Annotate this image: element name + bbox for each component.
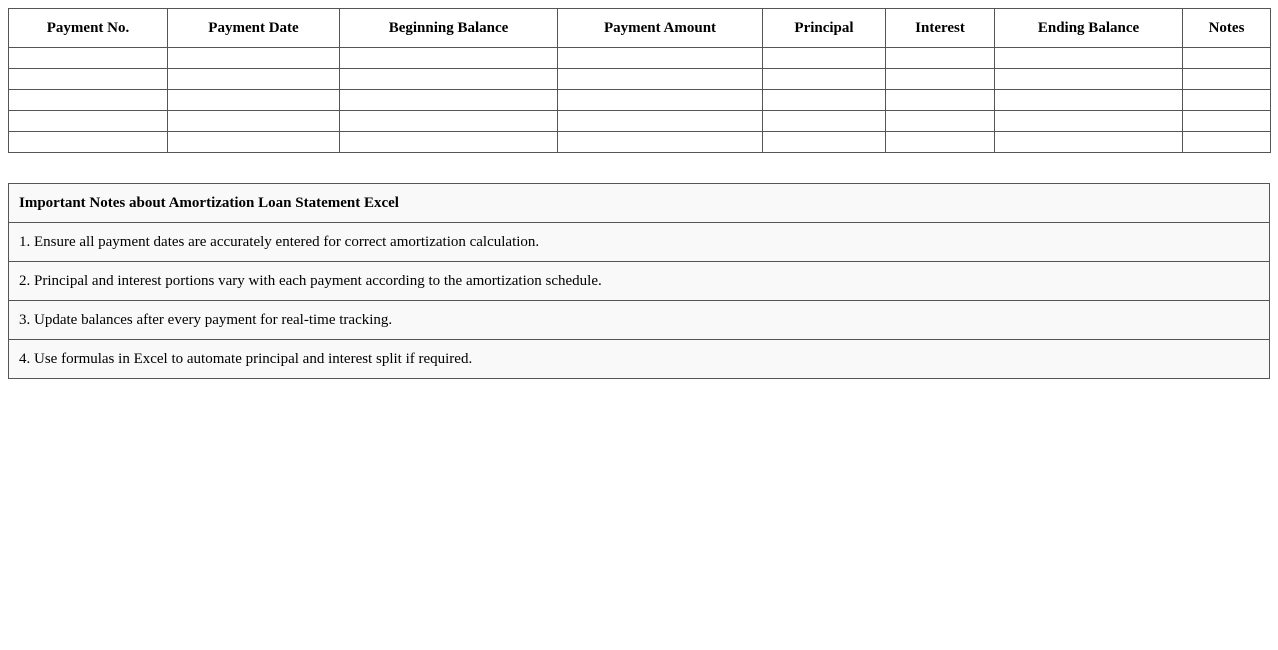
table-cell[interactable]: [763, 69, 886, 90]
important-notes-table: [8, 183, 1270, 379]
table-cell[interactable]: [168, 69, 340, 90]
table-cell[interactable]: [9, 69, 168, 90]
notes-row: [9, 340, 1270, 379]
table-cell[interactable]: [9, 132, 168, 153]
header-ending-balance: Ending Balance: [995, 9, 1183, 48]
header-beginning-balance: Beginning Balance: [340, 9, 558, 48]
table-cell[interactable]: [340, 111, 558, 132]
table-cell[interactable]: [995, 90, 1183, 111]
table-cell[interactable]: [763, 111, 886, 132]
notes-row: [9, 301, 1270, 340]
table-cell[interactable]: [9, 111, 168, 132]
table-cell[interactable]: [340, 132, 558, 153]
table-cell[interactable]: [168, 132, 340, 153]
note-item: 4. Use formulas in Excel to automate principal and interest split if required.: [9, 340, 1270, 379]
note-item: 3. Update balances after every payment for real-time tracking.: [9, 301, 1270, 340]
table-cell[interactable]: [558, 111, 763, 132]
table-cell[interactable]: [886, 48, 995, 69]
table-cell[interactable]: [9, 48, 168, 69]
table-cell[interactable]: [1183, 111, 1271, 132]
table-cell[interactable]: [340, 90, 558, 111]
table-cell[interactable]: [995, 111, 1183, 132]
table-cell[interactable]: [886, 69, 995, 90]
header-notes: Notes: [1183, 9, 1271, 48]
table-cell[interactable]: [995, 48, 1183, 69]
table-cell[interactable]: [763, 48, 886, 69]
header-principal: Principal: [763, 9, 886, 48]
table-cell[interactable]: [168, 111, 340, 132]
notes-row: [9, 262, 1270, 301]
table-cell[interactable]: [340, 48, 558, 69]
header-interest: Interest: [886, 9, 995, 48]
table-cell[interactable]: [995, 69, 1183, 90]
table-cell[interactable]: [168, 90, 340, 111]
table-cell[interactable]: [1183, 48, 1271, 69]
table-cell[interactable]: [1183, 69, 1271, 90]
table-cell[interactable]: [763, 90, 886, 111]
table-cell[interactable]: [9, 90, 168, 111]
notes-title: Important Notes about Amortization Loan Statement Excel: [9, 184, 1270, 223]
table-cell[interactable]: [886, 111, 995, 132]
header-payment-amount: Payment Amount: [558, 9, 763, 48]
table-cell[interactable]: [995, 132, 1183, 153]
table-cell[interactable]: [340, 69, 558, 90]
table-cell[interactable]: [886, 90, 995, 111]
note-item: 1. Ensure all payment dates are accurately entered for correct amortization calculation.: [9, 223, 1270, 262]
header-payment-no: Payment No.: [9, 9, 168, 48]
table-cell[interactable]: [886, 132, 995, 153]
table-cell[interactable]: [558, 90, 763, 111]
table-cell[interactable]: [558, 48, 763, 69]
note-item: 2. Principal and interest portions vary with each payment according to the amortization schedule.: [9, 262, 1270, 301]
notes-title-row: [9, 184, 1270, 223]
table-row: [9, 111, 1271, 132]
table-cell[interactable]: [558, 132, 763, 153]
table-cell[interactable]: [763, 132, 886, 153]
table-cell[interactable]: [168, 48, 340, 69]
amortization-schedule-table: [8, 8, 1271, 153]
table-cell[interactable]: [1183, 90, 1271, 111]
table-row: [9, 90, 1271, 111]
notes-row: [9, 223, 1270, 262]
table-row: [9, 48, 1271, 69]
header-payment-date: Payment Date: [168, 9, 340, 48]
table-header-row: [9, 9, 1271, 48]
table-row: [9, 132, 1271, 153]
table-row: [9, 69, 1271, 90]
table-cell[interactable]: [558, 69, 763, 90]
table-cell[interactable]: [1183, 132, 1271, 153]
